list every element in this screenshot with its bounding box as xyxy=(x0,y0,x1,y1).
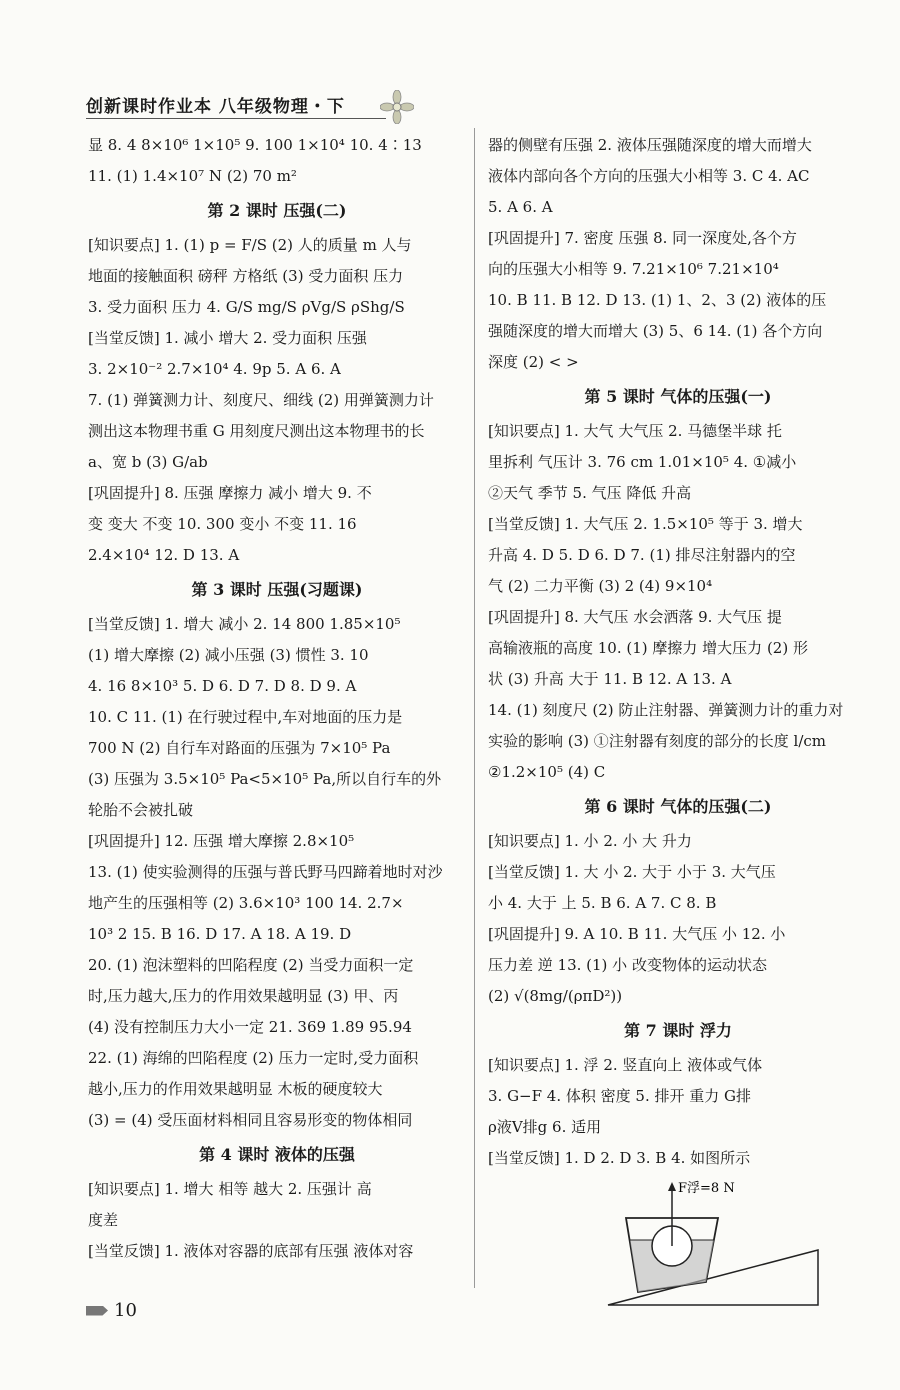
answer-line: ②1.2×10⁵ (4) C xyxy=(488,763,606,781)
answer-line: [当堂反馈] 1. D 2. D 3. B 4. 如图所示 xyxy=(488,1149,751,1167)
answer-line: 20. (1) 泡沫塑料的凹陷程度 (2) 当受力面积一定 xyxy=(88,956,414,974)
header-title: 创新课时作业本 八年级物理・下 xyxy=(86,97,345,117)
page-number xyxy=(86,1300,137,1321)
answer-line: [知识要点] 1. (1) p = F/S (2) 人的质量 m 人与 xyxy=(88,236,412,254)
answer-line: (4) 没有控制压力大小一定 21. 369 1.89 95.94 xyxy=(88,1018,412,1036)
answer-line: 液体内部向各个方向的压强大小相等 3. C 4. AC xyxy=(488,167,810,185)
answer-line: 器的侧壁有压强 2. 液体压强随深度的增大而增大 xyxy=(488,136,812,154)
answer-line: 度差 xyxy=(88,1211,119,1229)
answer-line: 气 (2) 二力平衡 (3) 2 (4) 9×10⁴ xyxy=(488,577,713,595)
answer-line: (3) = (4) 受压面材料相同且容易形变的物体相同 xyxy=(88,1111,413,1129)
answer-line: 3. G−F 4. 体积 密度 5. 排开 重力 G排 xyxy=(488,1087,752,1105)
answer-line: 实验的影响 (3) ①注射器有刻度的部分的长度 l/cm xyxy=(488,732,827,750)
answer-line: 14. (1) 刻度尺 (2) 防止注射器、弹簧测力计的重力对 xyxy=(488,701,844,719)
answer-line: 变 变大 不变 10. 300 变小 不变 11. 16 xyxy=(88,515,357,533)
section-heading: 第 4 课时 液体的压强 xyxy=(199,1145,355,1164)
answer-line: 5. A 6. A xyxy=(488,198,553,216)
answer-line: [巩固提升] 7. 密度 压强 8. 同一深度处,各个方 xyxy=(488,229,797,247)
answer-line: 压力差 逆 13. (1) 小 改变物体的运动状态 xyxy=(488,956,767,974)
answer-line: 轮胎不会被扎破 xyxy=(88,801,194,819)
left-column xyxy=(88,130,466,1267)
answer-line: (3) 压强为 3.5×10⁵ Pa<5×10⁵ Pa,所以自行车的外 xyxy=(88,770,442,788)
answer-line: [巩固提升] 9. A 10. B 11. 大气压 小 12. 小 xyxy=(488,925,786,943)
answer-line: 4. 16 8×10³ 5. D 6. D 7. D 8. D 9. A xyxy=(88,677,357,695)
force-label: F浮=8 N xyxy=(678,1181,735,1196)
answer-line: 7. (1) 弹簧测力计、刻度尺、细线 (2) 用弹簧测力计 xyxy=(88,391,434,409)
answer-line: 2.4×10⁴ 12. D 13. A xyxy=(88,546,240,564)
answer-line: 升高 4. D 5. D 6. D 7. (1) 排尽注射器内的空 xyxy=(488,546,796,564)
answer-line: 里拆利 气压计 3. 76 cm 1.01×10⁵ 4. ①减小 xyxy=(488,453,797,471)
answer-line: 地面的接触面积 磅秤 方格纸 (3) 受力面积 压力 xyxy=(88,267,404,285)
answer-line: 22. (1) 海绵的凹陷程度 (2) 压力一定时,受力面积 xyxy=(88,1049,419,1067)
answer-line: [当堂反馈] 1. 大气压 2. 1.5×10⁵ 等于 3. 增大 xyxy=(488,515,803,533)
answer-line: [巩固提升] 8. 压强 摩擦力 减小 增大 9. 不 xyxy=(88,484,372,502)
answer-line: [知识要点] 1. 增大 相等 越大 2. 压强计 高 xyxy=(88,1180,372,1198)
answer-line: 向的压强大小相等 9. 7.21×10⁶ 7.21×10⁴ xyxy=(488,260,779,278)
answer-line: 10³ 2 15. B 16. D 17. A 18. A 19. D xyxy=(88,925,352,943)
answer-line: [巩固提升] 8. 大气压 水会洒落 9. 大气压 提 xyxy=(488,608,782,626)
answer-line: 状 (3) 升高 大于 11. B 12. A 13. A xyxy=(488,670,732,688)
flower-icon xyxy=(380,90,414,124)
section-heading: 第 3 课时 压强(习题课) xyxy=(191,580,363,599)
section-heading: 第 2 课时 压强(二) xyxy=(207,201,347,220)
page-arrow-icon xyxy=(86,1306,108,1316)
answer-line: 深度 (2) < > xyxy=(488,353,579,371)
buoyancy-figure xyxy=(488,1180,868,1290)
answer-line: 显 8. 4 8×10⁶ 1×10⁵ 9. 100 1×10⁴ 10. 4∶13 xyxy=(88,136,422,154)
section-heading: 第 5 课时 气体的压强(一) xyxy=(584,387,772,406)
answer-line: (2) √(8mg/(ρπD²)) xyxy=(488,987,623,1005)
answer-line: 越小,压力的作用效果越明显 木板的硬度较大 xyxy=(88,1080,383,1098)
answer-line: [当堂反馈] 1. 增大 减小 2. 14 800 1.85×10⁵ xyxy=(88,615,401,633)
answer-line: [当堂反馈] 1. 减小 增大 2. 受力面积 压强 xyxy=(88,329,367,347)
answer-line: 高输液瓶的高度 10. (1) 摩擦力 增大压力 (2) 形 xyxy=(488,639,808,657)
answer-line: 地产生的压强相等 (2) 3.6×10³ 100 14. 2.7× xyxy=(88,894,404,912)
answer-line: 11. (1) 1.4×10⁷ N (2) 70 m² xyxy=(88,167,297,185)
right-column xyxy=(488,130,868,1290)
section-heading: 第 6 课时 气体的压强(二) xyxy=(584,797,772,816)
answer-line: 小 4. 大于 上 5. B 6. A 7. C 8. B xyxy=(488,894,717,912)
answer-line: [当堂反馈] 1. 大 小 2. 大于 小于 3. 大气压 xyxy=(488,863,776,881)
arrow-head xyxy=(668,1182,676,1191)
answer-line: 13. (1) 使实验测得的压强与普氏野马四蹄着地时对沙 xyxy=(88,863,443,881)
answer-line: 时,压力越大,压力的作用效果越明显 (3) 甲、丙 xyxy=(88,987,399,1005)
answer-line: 700 N (2) 自行车对路面的压强为 7×10⁵ Pa xyxy=(88,739,391,757)
answer-line: 测出这本物理书重 G 用刻度尺测出这本物理书的长 xyxy=(88,422,425,440)
buoyancy-diagram xyxy=(488,1180,868,1310)
page-number-text: 10 xyxy=(114,1300,137,1321)
answer-line: a、宽 b (3) G/ab xyxy=(88,453,208,471)
header-rule xyxy=(86,118,386,119)
answer-line: 10. B 11. B 12. D 13. (1) 1、2、3 (2) 液体的压 xyxy=(488,291,827,309)
answer-line: ρ液V排g 6. 适用 xyxy=(488,1118,602,1136)
answer-line: 3. 受力面积 压力 4. G/S mg/S ρVg/S ρShg/S xyxy=(88,298,405,316)
answer-line: ②天气 季节 5. 气压 降低 升高 xyxy=(488,484,692,502)
answer-line: [知识要点] 1. 浮 2. 竖直向上 液体或气体 xyxy=(488,1056,763,1074)
answer-line: [当堂反馈] 1. 液体对容器的底部有压强 液体对容 xyxy=(88,1242,414,1260)
answer-line: 强随深度的增大而增大 (3) 5、6 14. (1) 各个方向 xyxy=(488,322,823,340)
answer-line: 10. C 11. (1) 在行驶过程中,车对地面的压力是 xyxy=(88,708,403,726)
answer-line: [知识要点] 1. 小 2. 小 大 升力 xyxy=(488,832,692,850)
answer-line: 3. 2×10⁻² 2.7×10⁴ 4. 9p 5. A 6. A xyxy=(88,360,341,378)
section-heading: 第 7 课时 浮力 xyxy=(624,1021,732,1040)
answer-line: [知识要点] 1. 大气 大气压 2. 马德堡半球 托 xyxy=(488,422,782,440)
answer-line: [巩固提升] 12. 压强 增大摩擦 2.8×10⁵ xyxy=(88,832,355,850)
column-divider xyxy=(474,128,475,1288)
answer-line: (1) 增大摩擦 (2) 减小压强 (3) 惯性 3. 10 xyxy=(88,646,369,664)
